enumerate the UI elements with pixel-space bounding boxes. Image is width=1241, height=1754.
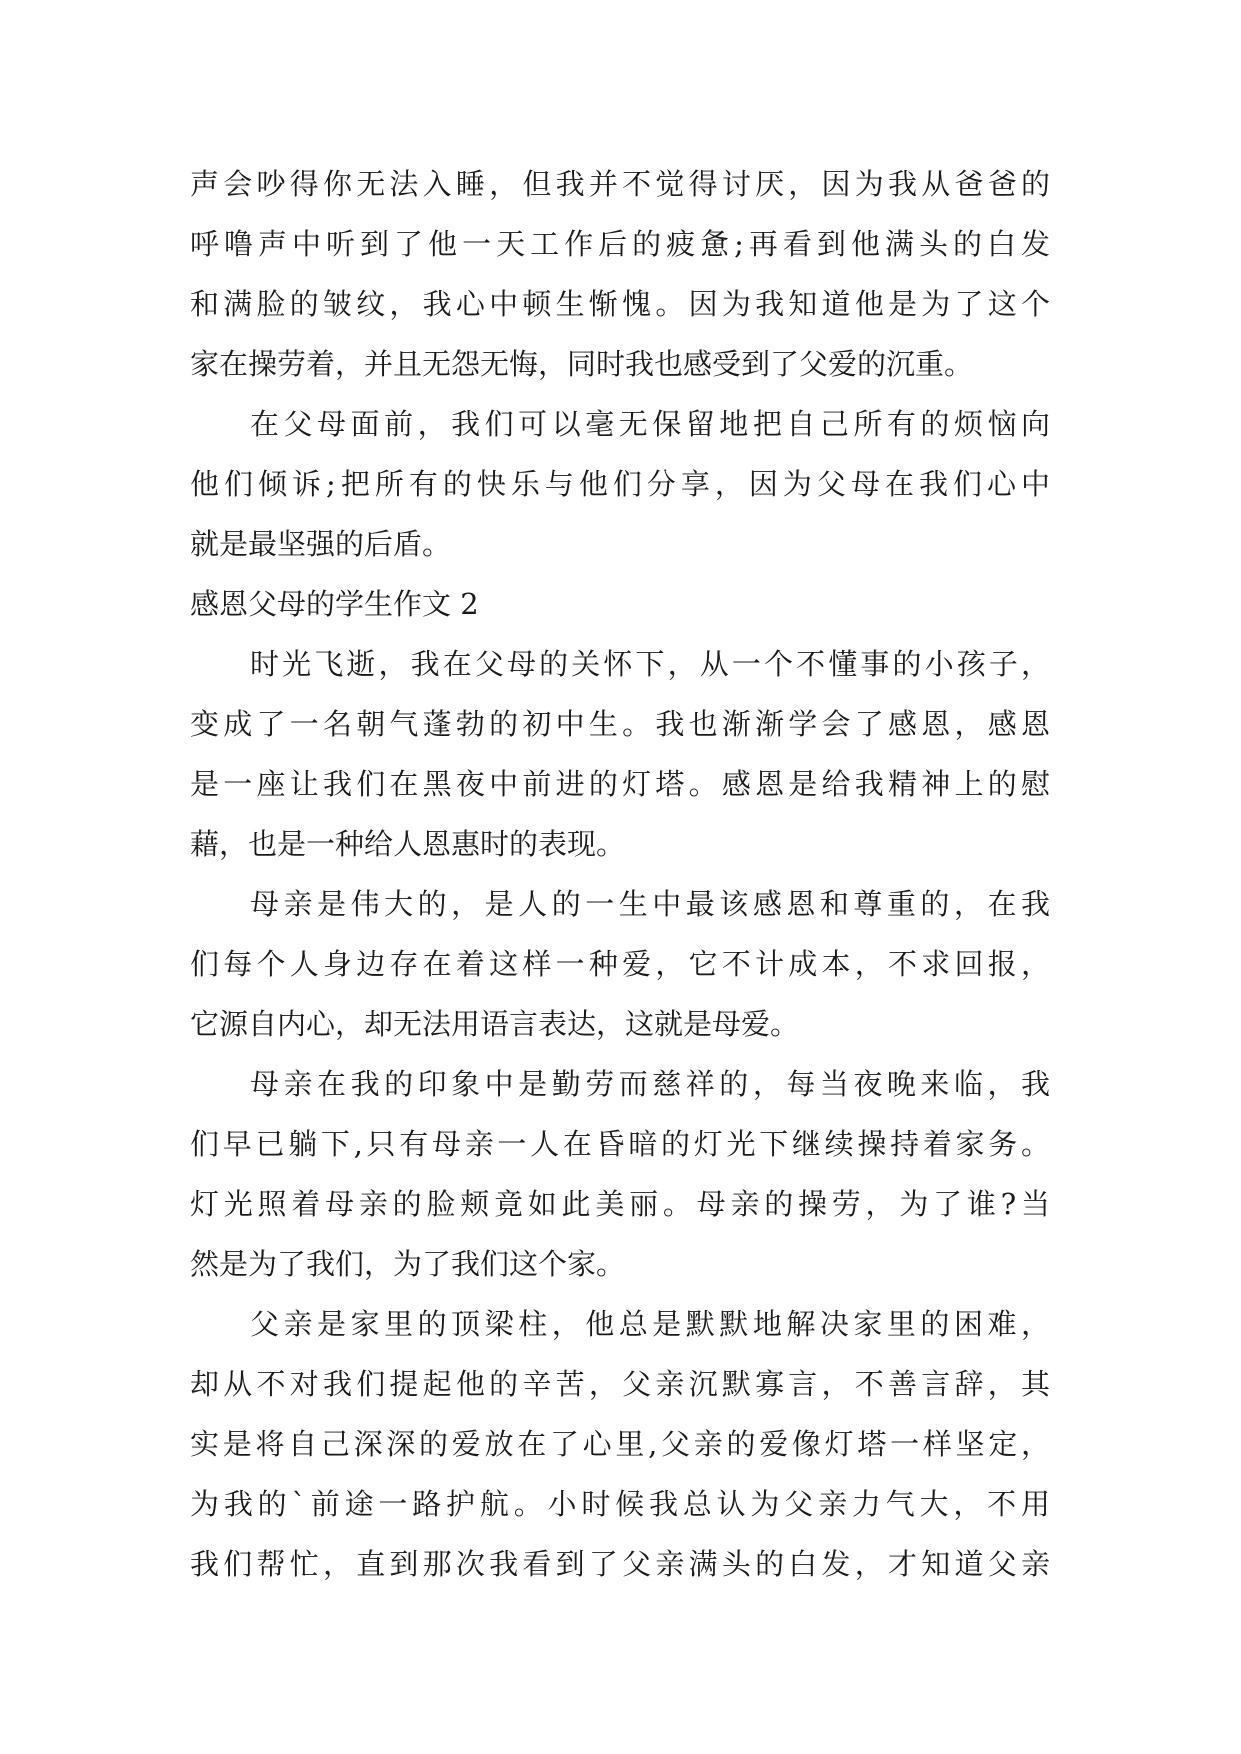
- text-line: 呼噜声中听到了他一天工作后的疲惫;再看到他满头的白发: [190, 227, 1050, 261]
- text-line: 是一座让我们在黑夜中前进的灯塔。感恩是给我精神上的慰: [190, 767, 1050, 801]
- paragraph-first-line: 父亲是家里的顶梁柱，他总是默默地解决家里的困难，: [250, 1307, 1050, 1341]
- text-line: 它源自内心，却无法用语言表达，这就是母爱。: [190, 1007, 800, 1041]
- text-line: 灯光照着母亲的脸颊竟如此美丽。母亲的操劳，为了谁?当: [190, 1187, 1050, 1221]
- paragraph-first-line: 在父母面前，我们可以毫无保留地把自己所有的烦恼向: [250, 407, 1050, 441]
- paragraph-first-line: 母亲在我的印象中是勤劳而慈祥的，每当夜晚来临，我: [250, 1067, 1050, 1101]
- text-line: 为我的`前途一路护航。小时候我总认为父亲力气大，不用: [190, 1487, 1050, 1521]
- text-line: 家在操劳着，并且无怨无悔，同时我也感受到了父爱的沉重。: [190, 347, 974, 381]
- text-line: 却从不对我们提起他的辛苦，父亲沉默寡言，不善言辞，其: [190, 1367, 1050, 1401]
- paragraph-first-line: 母亲是伟大的，是人的一生中最该感恩和尊重的，在我: [250, 887, 1050, 921]
- section-heading: 感恩父母的学生作文 2: [190, 587, 479, 621]
- text-line: 们早已躺下,只有母亲一人在昏暗的灯光下继续操持着家务。: [190, 1127, 1050, 1161]
- text-line: 他们倾诉;把所有的快乐与他们分享，因为父母在我们心中: [190, 467, 1050, 501]
- text-line: 变成了一名朝气蓬勃的初中生。我也渐渐学会了感恩，感恩: [190, 707, 1050, 741]
- text-line: 就是最坚强的后盾。: [190, 527, 452, 561]
- paragraph-first-line: 时光飞逝，我在父母的关怀下，从一个不懂事的小孩子，: [250, 647, 1050, 681]
- text-line: 藉，也是一种给人恩惠时的表现。: [190, 827, 626, 861]
- text-line: 和满脸的皱纹，我心中顿生惭愧。因为我知道他是为了这个: [190, 287, 1050, 321]
- text-line: 然是为了我们，为了我们这个家。: [190, 1247, 626, 1281]
- text-line: 实是将自己深深的爱放在了心里,父亲的爱像灯塔一样坚定，: [190, 1427, 1050, 1461]
- text-line: 我们帮忙，直到那次我看到了父亲满头的白发，才知道父亲: [190, 1547, 1050, 1581]
- text-line: 们每个人身边存在着这样一种爱，它不计成本，不求回报，: [190, 947, 1050, 981]
- text-line: 声会吵得你无法入睡，但我并不觉得讨厌，因为我从爸爸的: [190, 167, 1050, 201]
